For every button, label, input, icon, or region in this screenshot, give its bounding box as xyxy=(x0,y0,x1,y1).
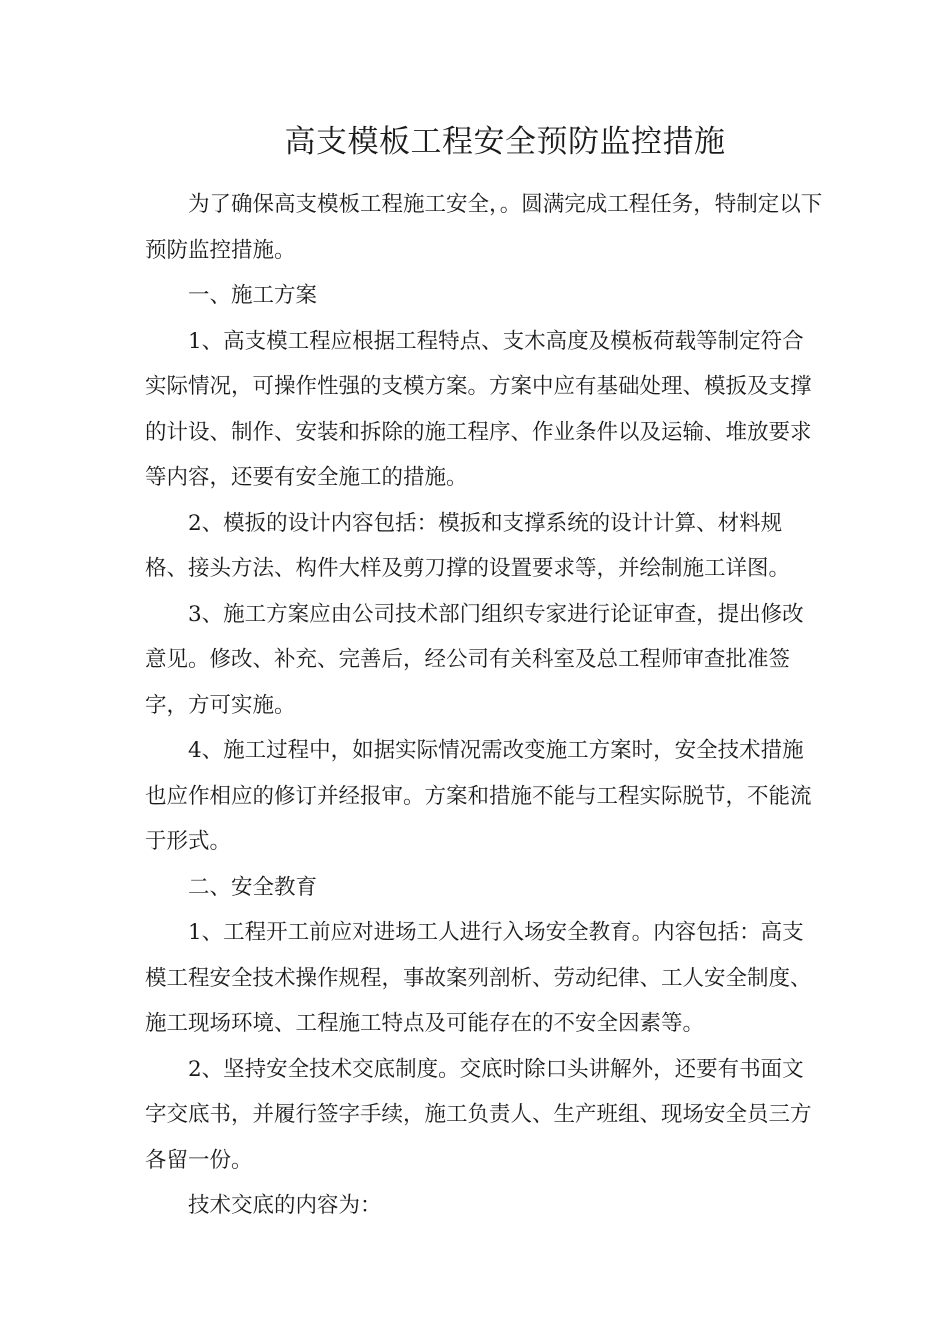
section-heading-construction-plan: 一、施工方案 xyxy=(188,283,318,308)
paragraph-plan-item-3: 3、施工方案应由公司技术部门组织专家进行论证审查，提出修改意见。修改、补充、完善后，经公司有关科室及总工程师审查批准签字，方可实施。 xyxy=(145,601,804,718)
paragraph-intro: 为了确保高支模板工程施工安全，。圆满完成工程任务，特制定以下预防监控措施。 xyxy=(145,192,823,263)
paragraph-plan-item-2: 2、模扳的设计内容包括：模扳和支撑系统的设计计算、材料规格、接头方法、构件大样及剪刀撑的设置要求等，并绘制施工详图。 xyxy=(145,510,791,581)
document-body xyxy=(145,182,825,1229)
paragraph-education-item-1: 1、工程开工前应对进场工人进行入场安全教育。内容包括：高支模工程安全技术操作规程，事故案列剖析、劳动纪律、工人安全制度、施工现场环境、工程施工特点及可能存在的不安全因素等。 xyxy=(145,920,812,1036)
document-title: 高支模板工程安全预防监控措施 xyxy=(284,124,726,160)
paragraph-plan-item-1: 1、高支模工程应根据工程特点、支木高度及模板荷载等制定符合实际情况，可操作性强的支模方案。方案中应有基础处理、模扳及支撑的计设、制作、安装和拆除的施工程序、作业条件以及运输、堆放要求等内容，还要有安全施工的措施。 xyxy=(145,328,812,490)
section-heading-safety-education: 二、安全教育 xyxy=(188,874,318,900)
paragraph-education-item-2: 2、坚持安全技术交底制度。交底时除口头讲解外，还要有书面文字交底书，并履行签字手续，施工负责人、生产班组、现场安全员三方各留一份。 xyxy=(145,1056,812,1173)
paragraph-plan-item-4: 4、施工过程中，如据实际情况需改变施工方案时，安全技术措施也应作相应的修订并经报审。方案和措施不能与工程实际脱节，不能流于形式。 xyxy=(145,738,812,854)
paragraph-technical-briefing: 技术交底的内容为： xyxy=(188,1193,382,1218)
